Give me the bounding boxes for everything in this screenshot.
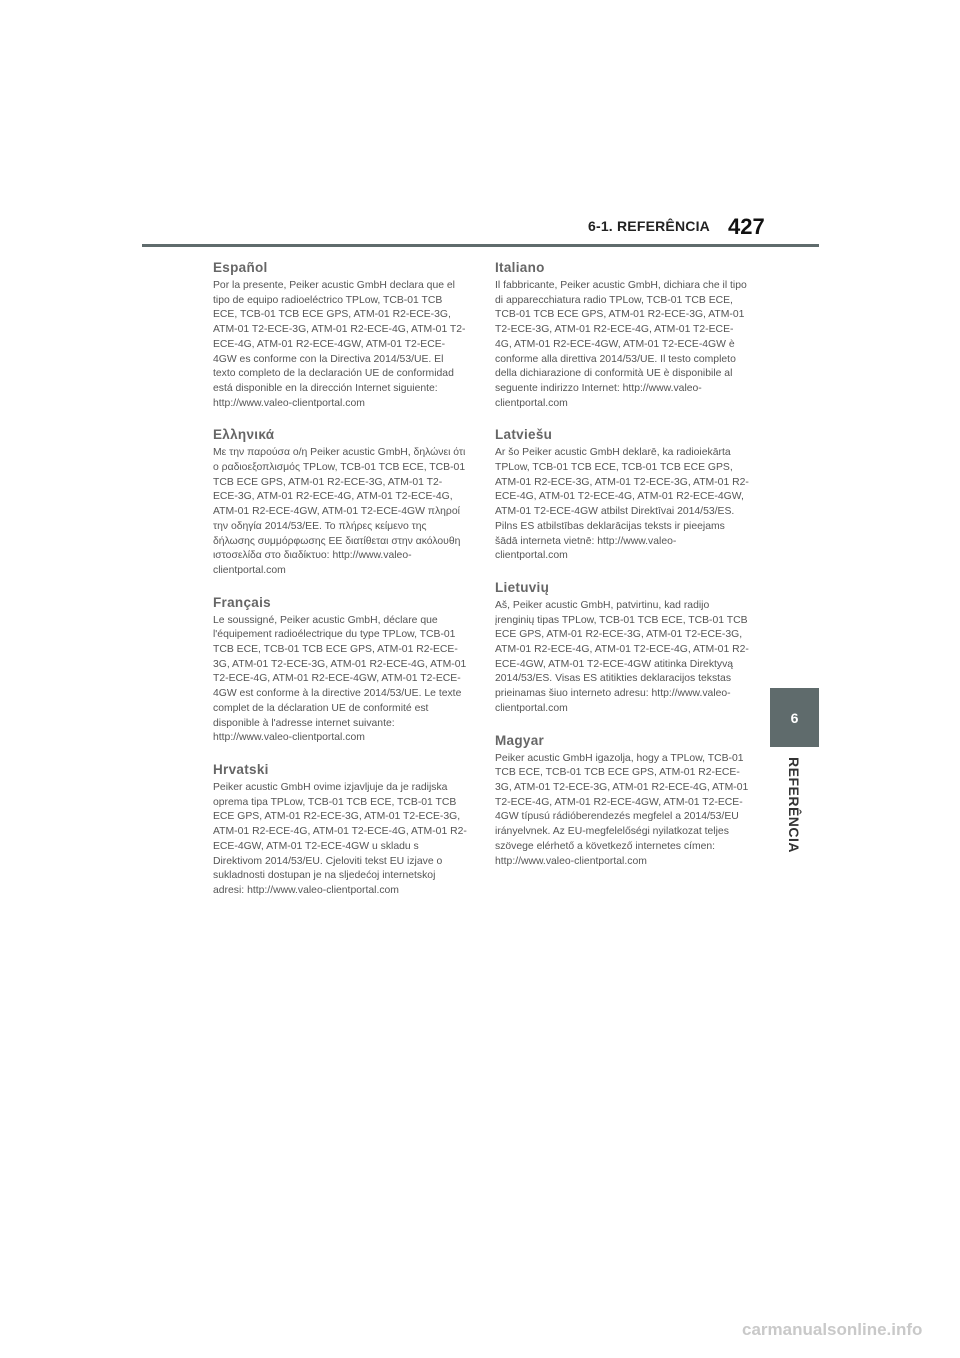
chapter-number: 6 xyxy=(790,709,799,726)
section-italiano xyxy=(495,260,749,411)
section-heading: Español xyxy=(213,260,268,275)
right-column xyxy=(495,260,749,885)
section-heading: Latviešu xyxy=(495,427,553,443)
section-francais xyxy=(213,595,467,746)
section-hrvatski xyxy=(213,762,467,899)
page-number: 427 xyxy=(728,214,765,239)
section-heading: Lietuvių xyxy=(495,579,550,595)
section-body: Le soussigné, Peiker acustic GmbH, déclare que l'équipement radioélectrique du type TPLow, TCB-01 TCB ECE, TCB-01 TCB ECE GPS, ATM-01 R2-ECE-3G, ATM-01 T2-ECE-3G, ATM-01 R2-ECE-4G, ATM-01 T2-ECE-4G, ATM-01 R2-ECE-4GW, ATM-01 T2-ECE-4GW est conforme à la directive 2014/53/UE. Le texte complet de la déclaration UE de conformité est disponible à l'adresse internet suivante: http://www.valeo-clientportal.com xyxy=(213,614,467,744)
section-title: 6-1. REFERÊNCIA xyxy=(587,218,710,234)
section-magyar xyxy=(495,733,749,870)
chapter-tab xyxy=(770,688,819,747)
section-espanol xyxy=(213,260,467,411)
section-heading: Hrvatski xyxy=(213,761,269,777)
section-latviesu xyxy=(495,427,749,564)
chapter-side-label: REFERÊNCIA xyxy=(786,757,802,854)
section-body: Με την παρούσα ο/η Peiker acustic GmbH, δηλώνει ότι ο ραδιοεξοπλισμός TPLow, TCB-01 TCB ECE, TCB-01 TCB ECE GPS, ATM-01 R2-ECE-3G, ATM-01 T2-ECE-3G, ATM-01 R2-ECE-4G, ATM-01 T2-ECE-4G, ATM-01 R2-ECE-4GW, ATM-01 T2-ECE-4GW πληροί την οδηγία 2014/53/ΕΕ. Το πλήρες κείμενο της δήλωσης συμμόρφωσης ΕΕ διατίθεται στην ακόλουθη ιστοσελίδα στο διαδίκτυο: http://www.valeo-clientportal.com xyxy=(213,447,466,576)
header-divider xyxy=(142,244,819,247)
section-heading: Italiano xyxy=(495,260,545,275)
section-body: Aš, Peiker acustic GmbH, patvirtinu, kad radijo įrenginių tipas TPLow, TCB-01 TCB ECE, TCB-01 TCB ECE GPS, ATM-01 R2-ECE-3G, ATM-01 T2-ECE-3G, ATM-01 R2-ECE-4G, ATM-01 T2-ECE-4G, ATM-01 R2-ECE-4GW, ATM-01 T2-ECE-4GW atitinka Direktyvą 2014/53/ES. Visas ES atitikties deklaracijos tekstas prieinamas šiuo interneto adresu: http://www.valeo-clientportal.com xyxy=(495,599,749,714)
section-ellinika xyxy=(213,427,467,578)
section-heading: Français xyxy=(213,594,271,610)
section-body: Ar šo Peiker acustic GmbH deklarē, ka radioiekārta TPLow, TCB-01 TCB ECE, TCB-01 TCB ECE GPS, ATM-01 R2-ECE-3G, ATM-01 T2-ECE-3G, ATM-01 R2-ECE-4G, ATM-01 T2-ECE-4G, ATM-01 R2-ECE-4GW, ATM-01 T2-ECE-4GW atbilst Direktīvai 2014/53/ES. Pilns ES atbilstības deklarācijas teksts ir pieejams šādā interneta vietnē: http://www.valeo-clientportal.com xyxy=(495,447,749,562)
watermark: carmanualsonline.info xyxy=(742,1320,923,1339)
section-body: Peiker acustic GmbH igazolja, hogy a TPLow, TCB-01 TCB ECE, TCB-01 TCB ECE GPS, ATM-01 R2-ECE-3G, ATM-01 T2-ECE-3G, ATM-01 R2-ECE-4G, ATM-01 T2-ECE-4G, ATM-01 R2-ECE-4GW, ATM-01 T2-ECE-4GW típusú rádióberendezés megfelel a 2014/53/EU irányelvnek. Az EU-megfelelőségi nyilatkozat teljes szövege elérhető a következő internetes címen: http://www.valeo-clientportal.com xyxy=(495,752,749,867)
section-lietuviu xyxy=(495,580,749,717)
section-heading: Magyar xyxy=(495,732,545,748)
section-heading: Ελληνικά xyxy=(213,427,275,443)
section-body: Il fabbricante, Peiker acustic GmbH, dichiara che il tipo di apparecchiatura radio TPLow, TCB-01 TCB ECE, TCB-01 TCB ECE GPS, ATM-01 R2-ECE-3G, ATM-01 T2-ECE-3G, ATM-01 R2-ECE-4G, ATM-01 T2-ECE-4G, ATM-01 R2-ECE-4GW, ATM-01 T2-ECE-4GW è conforme alla direttiva 2014/53/UE. Il testo completo della dichiarazione di conformità UE è disponibile al seguente indirizzo Internet: http://www.valeo-clientportal.com xyxy=(495,280,747,409)
section-body: Por la presente, Peiker acustic GmbH declara que el tipo de equipo radioeléctrico TPLow, TCB-01 TCB ECE, TCB-01 TCB ECE GPS, ATM-01 R2-ECE-3G, ATM-01 T2-ECE-3G, ATM-01 R2-ECE-4G, ATM-01 T2-ECE-4G, ATM-01 R2-ECE-4GW, ATM-01 T2-ECE-4GW es conforme con la Directiva 2014/53/UE. El texto completo de la declaración UE de conformidad está disponible en la dirección Internet siguiente: http://www.valeo-clientportal.com xyxy=(213,280,466,409)
section-body: Peiker acustic GmbH ovime izjavljuje da je radijska oprema tipa TPLow, TCB-01 TCB ECE, TCB-01 TCB ECE GPS, ATM-01 R2-ECE-3G, ATM-01 T2-ECE-3G, ATM-01 R2-ECE-4G, ATM-01 T2-ECE-4G, ATM-01 R2-ECE-4GW, ATM-01 T2-ECE-4GW u skladu s Direktivom 2014/53/EU. Cjeloviti tekst EU izjave o sukladnosti dostupan je na sljedećoj internetskoj adresi: http://www.valeo-clientportal.com xyxy=(213,781,467,896)
left-column xyxy=(213,260,467,915)
